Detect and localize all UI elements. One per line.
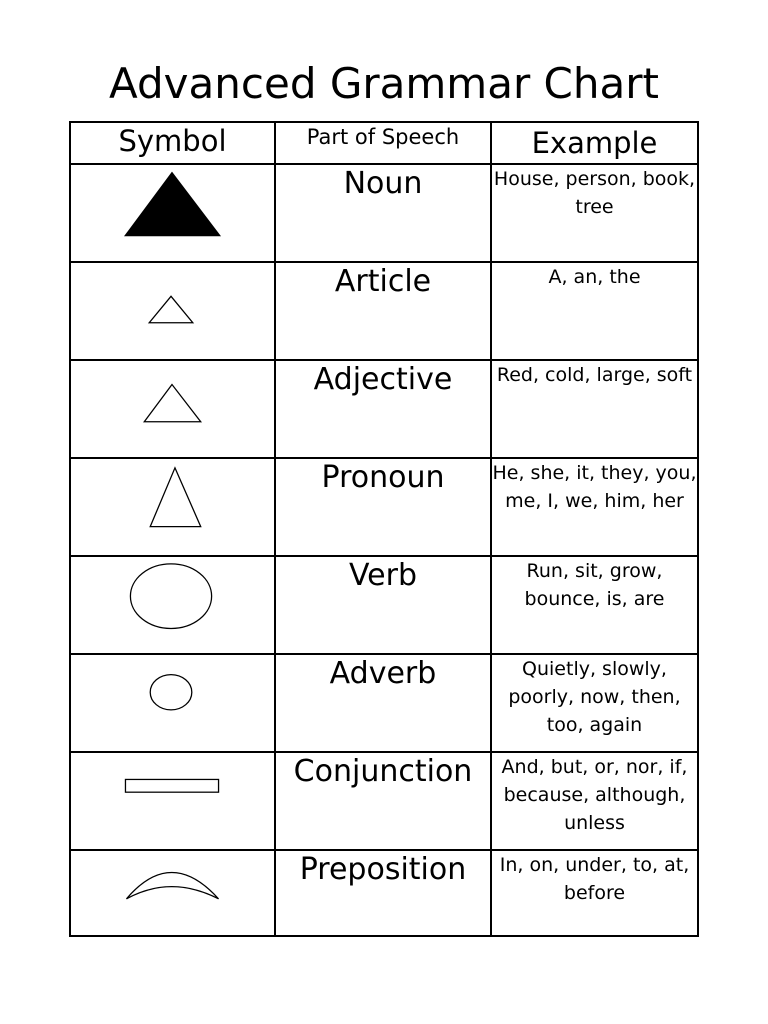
header-symbol: Symbol bbox=[70, 122, 275, 164]
symbol-cell bbox=[70, 850, 275, 936]
crescent-outline-icon bbox=[71, 851, 274, 935]
table-header-row bbox=[70, 122, 698, 164]
symbol-cell bbox=[70, 458, 275, 556]
filled-triangle-icon bbox=[71, 165, 274, 261]
symbol-cell bbox=[70, 654, 275, 752]
table-row bbox=[70, 360, 698, 458]
medium-triangle-outline-icon bbox=[71, 361, 274, 457]
table-row bbox=[70, 164, 698, 262]
example-cell: Red, cold, large, soft bbox=[491, 360, 698, 458]
example-cell: In, on, under, to, at, before bbox=[491, 850, 698, 936]
example-cell: He, she, it, they, you, me, I, we, him, her bbox=[491, 458, 698, 556]
part-of-speech-cell: Conjunction bbox=[275, 752, 491, 850]
part-of-speech-cell: Adverb bbox=[275, 654, 491, 752]
header-part-of-speech: Part of Speech bbox=[275, 122, 491, 164]
symbol-cell bbox=[70, 262, 275, 360]
part-of-speech-cell: Pronoun bbox=[275, 458, 491, 556]
small-circle-outline-icon bbox=[71, 655, 274, 751]
table-row bbox=[70, 850, 698, 936]
symbol-cell bbox=[70, 752, 275, 850]
small-triangle-outline-icon bbox=[71, 263, 274, 359]
part-of-speech-cell: Noun bbox=[275, 164, 491, 262]
part-of-speech-cell: Adjective bbox=[275, 360, 491, 458]
page-title: Advanced Grammar Chart bbox=[109, 59, 659, 108]
example-cell: Run, sit, grow, bounce, is, are bbox=[491, 556, 698, 654]
table-row bbox=[70, 654, 698, 752]
part-of-speech-cell: Article bbox=[275, 262, 491, 360]
symbol-cell bbox=[70, 360, 275, 458]
tall-triangle-outline-icon bbox=[71, 459, 274, 555]
example-cell: Quietly, slowly, poorly, now, then, too, again bbox=[491, 654, 698, 752]
table-row bbox=[70, 458, 698, 556]
symbol-cell bbox=[70, 556, 275, 654]
symbol-cell bbox=[70, 164, 275, 262]
part-of-speech-cell: Verb bbox=[275, 556, 491, 654]
example-cell: A, an, the bbox=[491, 262, 698, 360]
large-circle-outline-icon bbox=[71, 557, 274, 653]
example-cell: House, person, book, tree bbox=[491, 164, 698, 262]
table-row bbox=[70, 752, 698, 850]
table-row bbox=[70, 556, 698, 654]
grammar-table bbox=[69, 121, 699, 937]
header-example: Example bbox=[491, 122, 698, 164]
example-cell: And, but, or, nor, if, because, although, unless bbox=[491, 752, 698, 850]
part-of-speech-cell: Preposition bbox=[275, 850, 491, 936]
table-row bbox=[70, 262, 698, 360]
rectangle-outline-icon bbox=[71, 753, 274, 849]
